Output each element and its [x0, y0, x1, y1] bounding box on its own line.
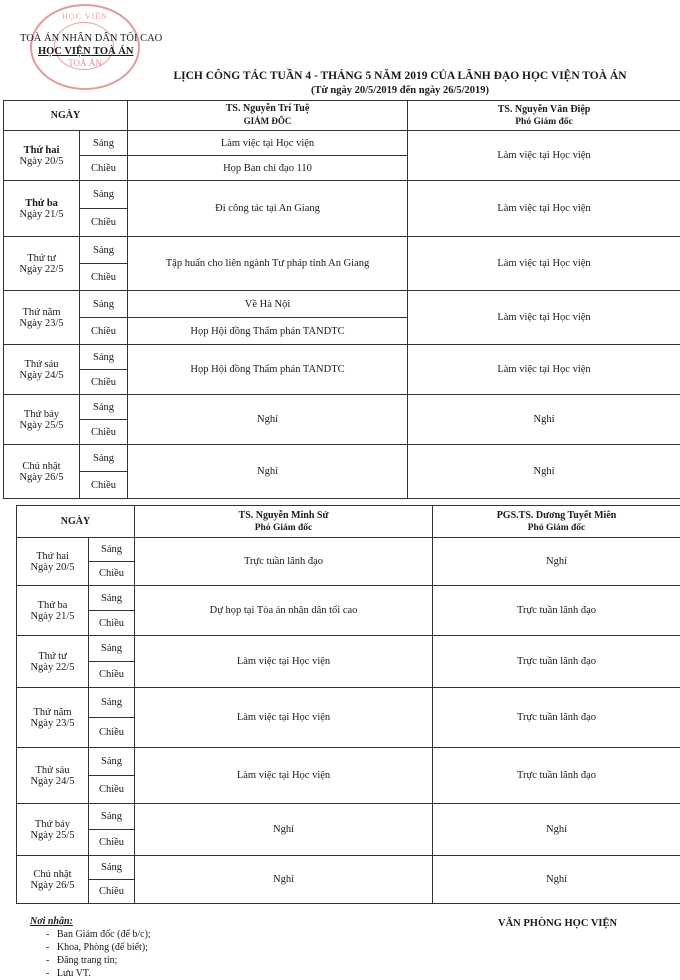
day-cell: Thứ tư Ngày 22/5 [17, 636, 89, 688]
signature-office: VĂN PHÒNG HỌC VIỆN [498, 918, 618, 929]
table-row [17, 586, 680, 611]
leader-name: TS. Nguyễn Trí Tuệ [225, 103, 310, 114]
leader-role: Phó Giám đốc [254, 522, 313, 533]
schedule-cell: Làm việc tại Học viện [408, 291, 680, 345]
leader-header [135, 506, 433, 538]
schedule-cell: Trực tuần lãnh đạo [433, 636, 680, 688]
session-afternoon: Chiều [80, 318, 128, 345]
table-row [4, 291, 680, 318]
schedule-cell: Trực tuần lãnh đạo [433, 748, 680, 804]
session-morning: Sáng [89, 856, 135, 880]
stamp-ring-text: HỌC VIỆN [62, 12, 108, 21]
schedule-cell: Đi công tác tại An Giang [128, 181, 408, 237]
schedule-cell: Dự họp tại Tòa án nhân dân tối cao [135, 586, 433, 636]
schedule-cell: Nghỉ [135, 804, 433, 856]
table-header-row [17, 506, 680, 538]
schedule-cell: Làm việc tại Học viện [135, 636, 433, 688]
day-cell: Thứ tư Ngày 22/5 [4, 237, 80, 291]
day-cell: Thứ năm Ngày 23/5 [17, 688, 89, 748]
session-afternoon: Chiều [89, 662, 135, 688]
session-afternoon: Chiều [89, 562, 135, 586]
table-row [17, 804, 680, 830]
schedule-cell: Nghỉ [408, 445, 680, 499]
session-afternoon: Chiều [80, 264, 128, 291]
session-afternoon: Chiều [80, 420, 128, 445]
session-morning: Sáng [80, 131, 128, 156]
session-morning: Sáng [89, 688, 135, 718]
schedule-cell: Trực tuần lãnh đạo [433, 688, 680, 748]
table-row [4, 395, 680, 420]
table-row [4, 131, 680, 156]
recipients-title: Nơi nhận: [30, 916, 73, 927]
day-cell: Thứ bảy Ngày 25/5 [17, 804, 89, 856]
session-morning: Sáng [89, 748, 135, 776]
recipients-block [30, 915, 151, 980]
session-afternoon: Chiều [80, 156, 128, 181]
table-header-row [4, 101, 680, 131]
day-cell: Thứ năm Ngày 23/5 [4, 291, 80, 345]
list-item: - Ban Giám đốc (để b/c); [46, 929, 151, 940]
schedule-cell: Làm việc tại Học viện [135, 688, 433, 748]
session-morning: Sáng [89, 586, 135, 611]
day-cell: Thứ sáu Ngày 24/5 [17, 748, 89, 804]
session-morning: Sáng [89, 538, 135, 562]
page-subtitle: (Từ ngày 20/5/2019 đến ngày 26/5/2019) [310, 85, 490, 96]
schedule-cell: Nghỉ [135, 856, 433, 904]
schedule-cell: Nghỉ [433, 856, 680, 904]
session-morning: Sáng [89, 804, 135, 830]
schedule-cell: Về Hà Nội [128, 291, 408, 318]
leader-name: TS. Nguyễn Minh Sử [238, 509, 329, 521]
leader-header [408, 101, 680, 131]
day-header: NGÀY [17, 506, 135, 538]
schedule-cell: Nghỉ [433, 538, 680, 586]
table-row [17, 856, 680, 880]
session-afternoon: Chiều [89, 776, 135, 804]
day-cell: Thứ sáu Ngày 24/5 [4, 345, 80, 395]
day-cell: Thứ bảy Ngày 25/5 [4, 395, 80, 445]
session-afternoon: Chiều [89, 611, 135, 636]
day-cell: Thứ hai Ngày 20/5 [4, 131, 80, 181]
schedule-cell: Làm việc tại Học viện [408, 181, 680, 237]
table-row [17, 538, 680, 562]
table-row [4, 181, 680, 209]
day-cell: Chủ nhật Ngày 26/5 [17, 856, 89, 904]
org-line1: TOÀ ÁN NHÂN DÂN TỐI CAO [20, 33, 163, 44]
session-afternoon: Chiều [80, 370, 128, 395]
day-cell: Chủ nhật Ngày 26/5 [4, 445, 80, 499]
session-morning: Sáng [80, 395, 128, 420]
session-morning: Sáng [80, 291, 128, 318]
table-row [4, 237, 680, 264]
schedule-table-1 [3, 100, 680, 499]
session-morning: Sáng [80, 237, 128, 264]
list-item: - Đăng trang tin; [46, 955, 118, 966]
leader-role: Phó Giám đốc [527, 522, 586, 533]
schedule-cell: Họp Hội đồng Thẩm phán TANDTC [128, 345, 408, 395]
stamp-text: TOÀ ÁN [68, 58, 102, 68]
session-morning: Sáng [80, 445, 128, 472]
session-morning: Sáng [89, 636, 135, 662]
schedule-cell: Làm việc tại Học viện [135, 748, 433, 804]
leader-role: Phó Giám đốc [515, 116, 573, 127]
session-afternoon: Chiều [89, 718, 135, 748]
schedule-cell: Làm việc tại Học viện [408, 131, 680, 181]
organization-header [20, 32, 162, 58]
page-title: LỊCH CÔNG TÁC TUẦN 4 - THÁNG 5 NĂM 2019 CỦA LÃNH ĐẠO HỌC VIỆN TOÀ ÁN [173, 70, 627, 82]
list-item: - Khoa, Phòng (để biết); [46, 942, 148, 953]
org-line2: HỌC VIỆN TOÀ ÁN [38, 46, 134, 57]
session-morning: Sáng [80, 345, 128, 370]
schedule-cell: Làm việc tại Học viện [128, 131, 408, 156]
leader-role: GIÁM ĐỐC [243, 116, 292, 126]
schedule-table-2 [16, 505, 680, 904]
day-header: NGÀY [4, 101, 128, 131]
session-afternoon: Chiều [89, 880, 135, 904]
table-row [4, 345, 680, 370]
schedule-cell: Nghỉ [128, 395, 408, 445]
list-item: - Lưu VT. [46, 968, 91, 979]
schedule-cell: Làm việc tại Học viện [408, 345, 680, 395]
schedule-cell: Họp Ban chỉ đạo 110 [128, 156, 408, 181]
schedule-cell: Tập huấn cho liên ngành Tư pháp tỉnh An Giang [128, 237, 408, 291]
table-row [4, 445, 680, 472]
day-cell: Thứ hai Ngày 20/5 [17, 538, 89, 586]
table-row [17, 688, 680, 718]
schedule-cell: Họp Hội đồng Thẩm phán TANDTC [128, 318, 408, 345]
session-afternoon: Chiều [80, 472, 128, 499]
leader-header [128, 101, 408, 131]
schedule-cell: Nghỉ [408, 395, 680, 445]
table-row [17, 748, 680, 776]
leader-name: TS. Nguyễn Văn Điệp [497, 103, 591, 115]
schedule-cell: Nghỉ [128, 445, 408, 499]
session-morning: Sáng [80, 181, 128, 209]
leader-header [433, 506, 680, 538]
leader-name: PGS.TS. Dương Tuyết Miên [496, 509, 617, 521]
table-row [17, 636, 680, 662]
schedule-cell: Trực tuần lãnh đạo [135, 538, 433, 586]
session-afternoon: Chiều [80, 209, 128, 237]
day-cell: Thứ ba Ngày 21/5 [4, 181, 80, 237]
schedule-cell: Làm việc tại Học viện [408, 237, 680, 291]
schedule-cell: Trực tuần lãnh đạo [433, 586, 680, 636]
session-afternoon: Chiều [89, 830, 135, 856]
schedule-cell: Nghỉ [433, 804, 680, 856]
day-cell: Thứ ba Ngày 21/5 [17, 586, 89, 636]
